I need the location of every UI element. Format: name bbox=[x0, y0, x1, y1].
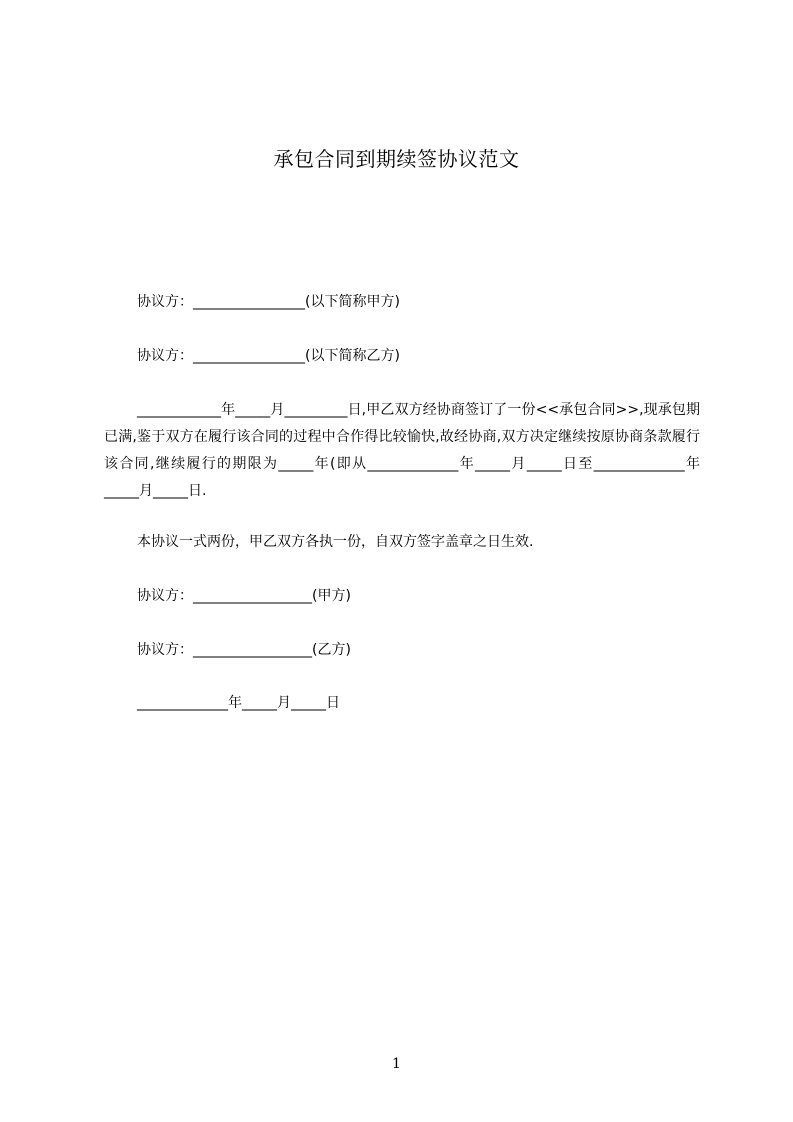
party-a-signature-line: 协议方：_________________(甲方) bbox=[137, 588, 351, 604]
page-number: 1 bbox=[392, 1056, 401, 1072]
party-a-intro-line: 协议方：________________(以下简称甲方) bbox=[137, 294, 400, 310]
effect-clause-line: 本协议一式两份，甲乙双方各执一份，自双方签字盖章之日生效. bbox=[137, 534, 534, 550]
agreement-body-paragraph: ____________年_____月_________日,甲乙双方经协商签订了一份<<承包合同>>,现承包期已满,鉴于双方在履行该合同的过程中合作得比较愉快,故经协商,双方决定继续按原协商条款履行该合同,继续履行的期限为_____年(即从_____________年_____月_____日至_____________年_____月_____日. bbox=[104, 402, 700, 499]
party-b-intro-line: 协议方：________________(以下简称乙方) bbox=[137, 348, 400, 364]
date-line: _____________年_____月_____日 bbox=[137, 695, 340, 711]
document-title: 承包合同到期续签协议范文 bbox=[273, 147, 520, 171]
party-b-signature-line: 协议方：_________________(乙方) bbox=[137, 642, 351, 658]
